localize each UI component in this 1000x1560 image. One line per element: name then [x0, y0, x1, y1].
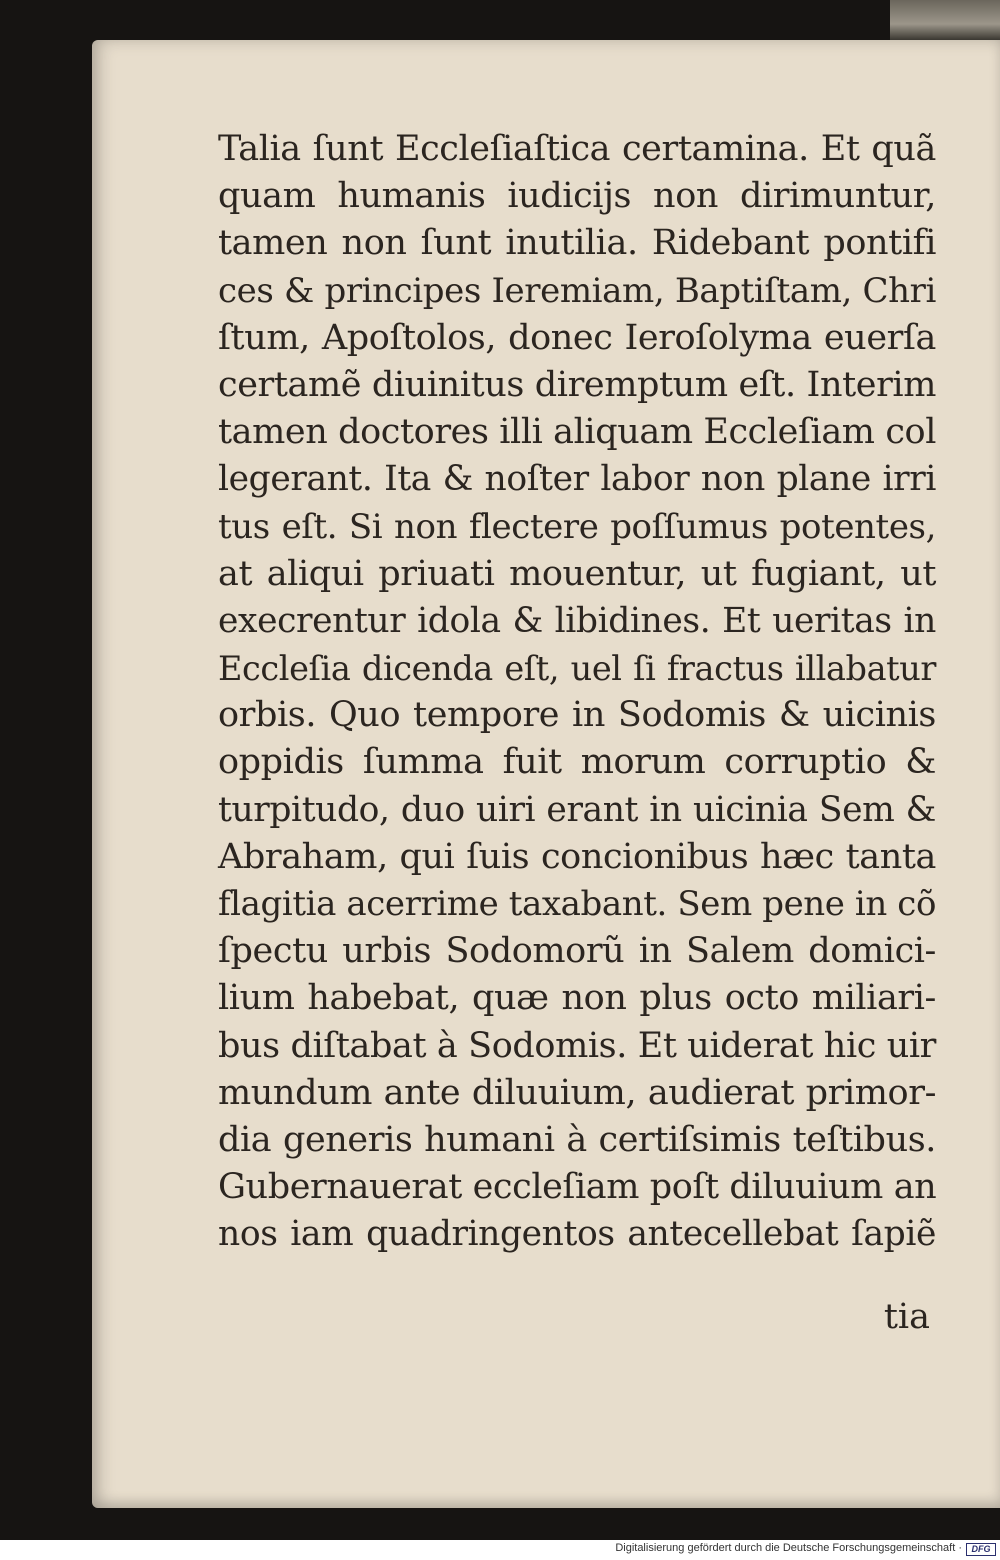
- text-line: nos iam quadringentos antecellebat ſapiẽ: [218, 1214, 936, 1255]
- catchword: tia: [883, 1297, 930, 1337]
- text-line: bus diſtabat à Sodomis. Et uiderat hic uir: [218, 1025, 936, 1066]
- text-line: Talia ſunt Eccleſiaſtica certamina. Et quã: [218, 129, 936, 169]
- text-line: turpitudo, duo uiri erant in uicinia Sem &: [218, 789, 936, 830]
- dfg-logo: DFG: [966, 1543, 996, 1556]
- text-line: execrentur idola & libidines. Et ueritas in: [218, 600, 936, 641]
- text-line: lium habebat, quæ non plus octo miliari-: [218, 978, 936, 1019]
- page-text: [218, 126, 936, 1259]
- text-line: ſpectu urbis Sodomorũ in Salem domici-: [218, 931, 936, 972]
- text-line: ces & principes Ieremiam, Baptiſtam, Chri: [218, 270, 936, 311]
- text-line: ſtum, Apoſtolos, donec Ieroſolyma euerſa: [218, 317, 936, 358]
- page-edge: [890, 0, 1000, 40]
- text-line: at aliqui priuati mouentur, ut fugiant, ut: [218, 553, 936, 594]
- text-line: quam humanis iudicijs non dirimuntur,: [218, 176, 936, 217]
- text-line: flagitia acerrime taxabant. Sem pene in cõ: [218, 884, 937, 924]
- footer-credit: Digitalisierung gefördert durch die Deutsche Forschungsgemeinschaft ·: [615, 1542, 962, 1554]
- text-line: oppidis ſumma fuit morum corruptio &: [218, 742, 936, 783]
- text-line: certamẽ diuinitus diremptum eſt. Interim: [218, 364, 936, 405]
- text-line: mundum ante diluuium, audierat primor-: [218, 1072, 936, 1113]
- text-line: tus eſt. Si non flectere poſſumus potentes,: [218, 506, 936, 547]
- text-line: tamen non ſunt inutilia. Ridebant pontifi: [218, 223, 936, 264]
- text-line: Eccleſia dicenda eſt, uel ſi fractus illabatur: [218, 649, 936, 689]
- text-line: legerant. Ita & noſter labor non plane irri: [218, 459, 936, 500]
- text-line: Gubernauerat eccleſiam poſt diluuium an: [218, 1167, 937, 1208]
- text-line: tamen doctores illi aliquam Eccleſiam col: [218, 412, 936, 453]
- text-line: orbis. Quo tempore in Sodomis & uicinis: [218, 695, 936, 736]
- text-line: dia generis humani à certiſsimis teſtibus.: [218, 1119, 936, 1160]
- text-line: Abraham, qui ſuis concionibus hæc tanta: [218, 836, 936, 877]
